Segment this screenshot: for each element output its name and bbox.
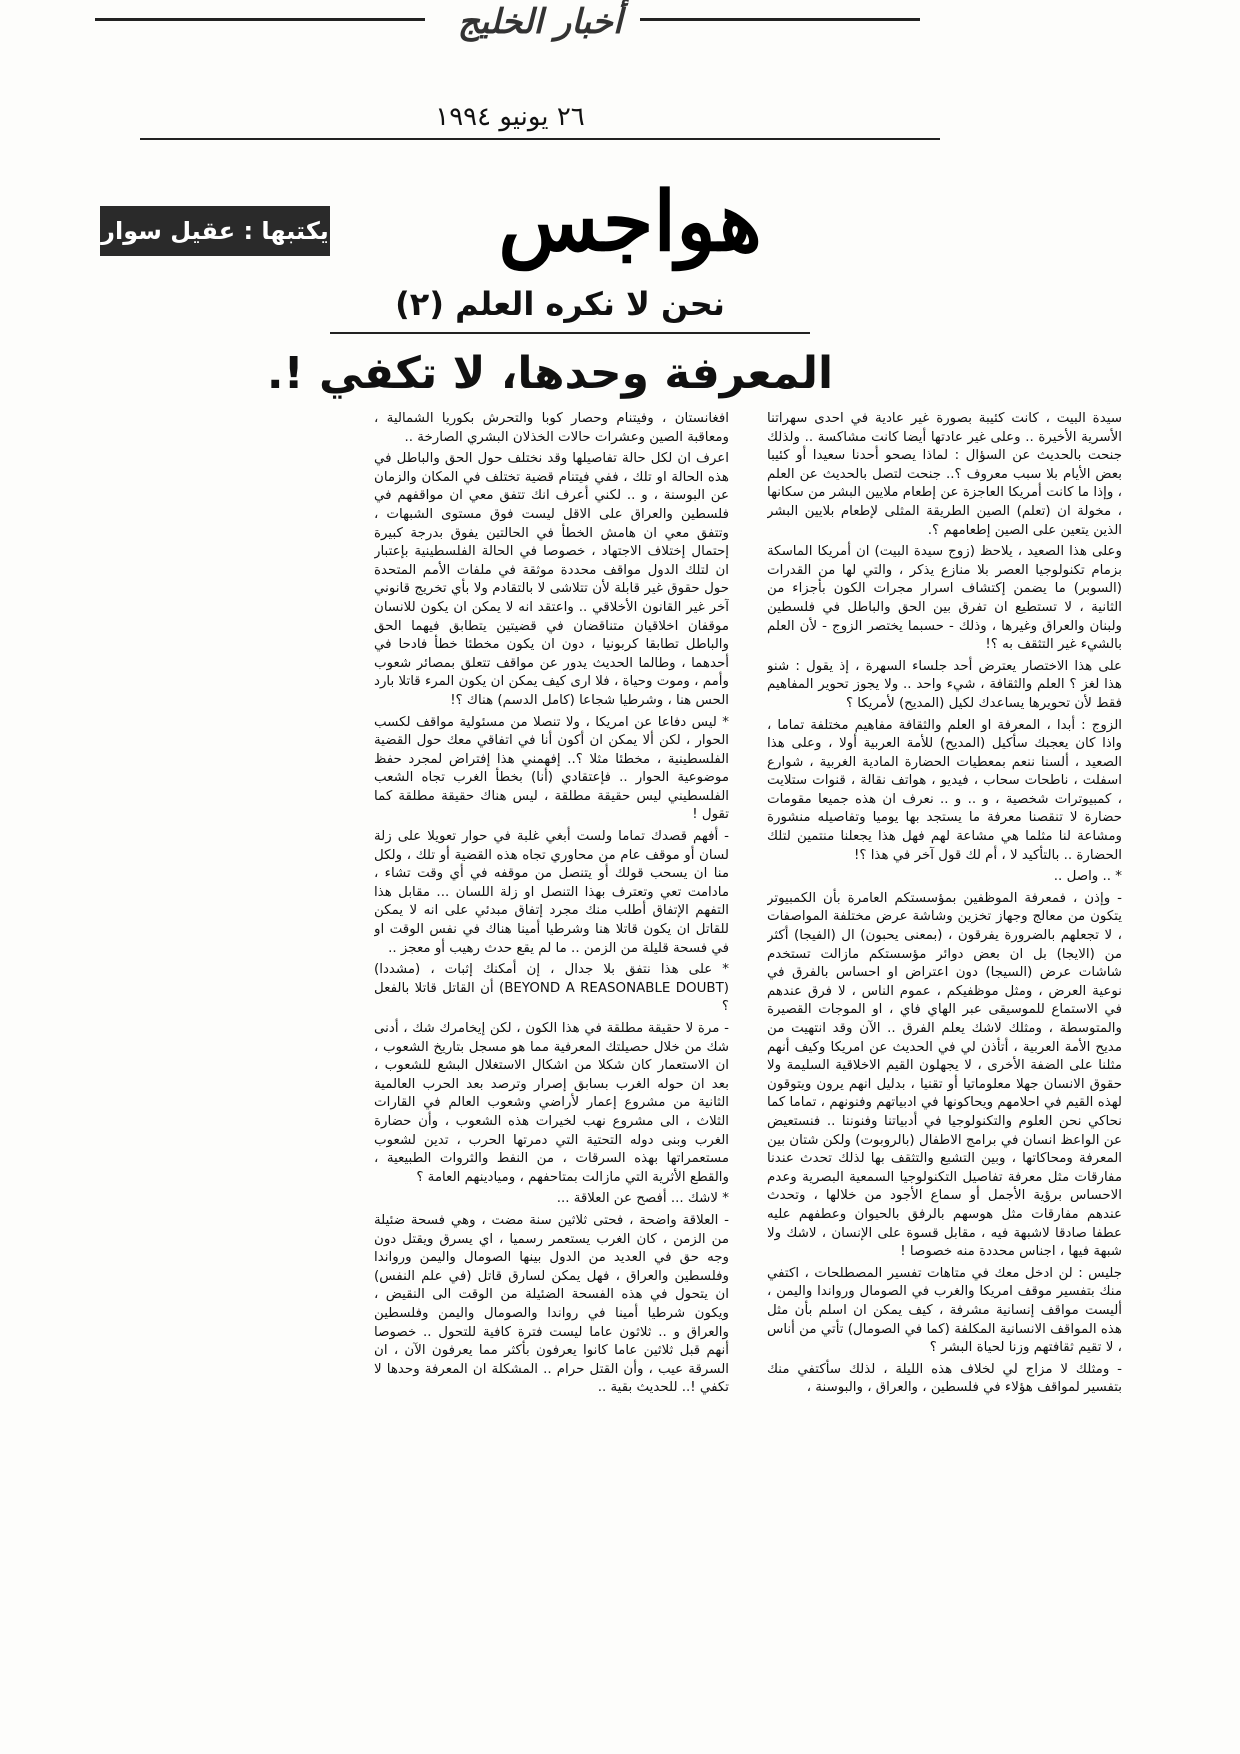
article-subtitle: نحن لا نكره العلم (٢) [395,285,725,323]
article-column-left [374,410,729,1730]
masthead-name: أخبار الخليج [457,2,623,42]
paragraph: - ومثلك لا مزاج لي لخلاف هذه الليلة ، لذلك سأكتفي منك بتفسير لمواقف هؤلاء في فلسطين ، والعراق ، والبوسنة ، [767,1361,1122,1396]
byline-badge: يكتبها : عقيل سوار [100,206,330,256]
paragraph: * لاشك ... أفصح عن العلاقة ... [556,1191,729,1207]
paragraph: جليس : لن ادخل معك في متاهات تفسير المصطلحات ، اكتفي منك بتفسير موقف امريكا والغرب في الصومال ورواندا واليمن ، أليست مواقف إنسانية مشرفة ، كيف يمكن ان اسلم بأن مثل هذه المواقف الانسانية المكلفة (كما في الصومال) تأتي من أناس ، لا تقيم ثقافتهم وزنا لحياة البشر ؟ [767,1265,1122,1356]
column-title: هواجس [498,174,762,270]
paragraph: * .. واصل .. [1053,869,1122,885]
paragraph: الزوج : أبدا ، المعرفة او العلم والثقافة مفاهيم مختلفة تماما ، واذا كان يعجبك سأكيل (المديح) للأمة العربية أولا ، وعلى هذا الصعيد ، ألسنا ننعم بمعطيات الحضارة المادية الغربية ، شوارع اسفلت ، ناطحات سحاب ، فيديو ، هواتف نقالة ، قنوات ستلايت ، كمبيوترات شخصية ، و .. و .. نعرف ان هذه جميعا مقومات حضارة لا تنقصنا معرفة ما يستجد بها يوميا وتفاصيله منشورة ومشاعة لنا مثلما هي مشاعة لهم فهل هذا يجعلنا منتمين لتلك الحضارة .. بالتأكيد لا ، أم لك قول آخر في هذا ؟! [767,717,1122,863]
masthead [0,0,1240,40]
paragraph: وعلى هذا الصعيد ، يلاحظ (زوج سيدة البيت) ان أمريكا الماسكة بزمام تكنولوجيا العصر بلا منازع يذكر ، والتي لها من القدرات (السوبر) ما يضمن إكتشاف اسرار مجرات الكون بأجزاء من الثانية ، لا تستطيع ان تفرق بين الحق والباطل في فلسطين ولبنان والعراق وغيرها ، وذلك - حسبما يختصر الزوج - لأن العلم بالشيء غير التثقف به ؟! [767,544,1122,653]
article-column-right [767,410,1122,1730]
publication-date: ٢٦ يونيو ١٩٩٤ [435,102,585,132]
paragraph: * على هذا نتفق بلا جدال ، إن أمكنك إثبات ، (مشددا) (BEYOND A REASONABLE DOUBT) أن القاتل قاتلا بالفعل ؟ [374,962,729,1015]
masthead-rule-right [640,18,920,21]
paragraph: على هذا الاختصار يعترض أحد جلساء السهرة ، إذ يقول : شنو هذا لغز ؟ العلم والثقافة ، شيء واحد .. ولا يجوز تحوير المفاهيم فقط لأن تحويرها يساعدك لكيل (المديح) لأمريكا ؟ [767,658,1122,711]
paragraph: * ليس دفاعا عن امريكا ، ولا تنصلا من مسئولية مواقف لكسب الحوار ، لكن ألا يمكن ان أكون أنا في اتفاقي معك حول القضية الفلسطينية ، مخطئا مثلا ؟.. إفهمني هذا إفتراض لمجرد حفظ موضوعية الحوار .. فإعتقادي (أنا) بخطأ الغرب تجاه الشعب الفلسطيني ليس حقيقة مطلقة ، ليس هناك حقيقة مطلقة كما تقول ! [374,714,729,823]
paragraph: - العلاقة واضحة ، فحتى ثلاثين سنة مضت ، وهي فسحة ضئيلة من الزمن ، كان الغرب يستعمر رسميا ، اي يسرق ويقتل دون وجه حق في العديد من الدول بينها الصومال واليمن ورواندا وفلسطين والعراق ، فهل يمكن لسارق قاتل (في علم النفس) ان يتحول في هذه الفسحة الضئيلة من الوقت الى النقيض ، ويكون شرطيا أمينا في رواندا والصومال واليمن وفلسطين والعراق و .. ثلاثون عاما ليست فترة كافية للتحول .. خصوصا أنهم قبل ثلاثين عاما كانوا يعرفون بأكثر مما يعرفون الآن ، ان السرقة عيب ، وأن القتل حرام .. المشكلة ان المعرفة وحدها لا تكفي !.. للحديث بقية .. [374,1212,729,1396]
subtitle-rule [330,332,810,334]
masthead-rule-left [95,18,425,21]
paragraph: - أفهم قصدك تماما ولست أبغي غلبة في حوار تعويلا على زلة لسان أو موقف عام من محاوري تجاه هذه القضية أو تلك ، ولكل منا ان يسحب قولك أو يتنصل من موقفه في أي وقت تشاء ، مادامت تعي وتعترف بهذا التنصل او زلة اللسان ... مقابل هذا التفهم الإتفاق أطلب منك مجرد إتفاق مبدئي على انه لا يمكن للقاتل ان يكون قاتلا هنا وشرطيا أمينا هناك في نفس الوقت او في فسحة قليلة من الزمن .. ما لم يقع حدث رهيب أو معجز .. [374,829,729,956]
date-underline [140,138,940,140]
paragraph: - مرة لا حقيقة مطلقة في هذا الكون ، لكن إيخامرك شك ، أدنى شك من خلال حصيلتك المعرفية مما هو مسجل بتاريخ الشعوب ، ان الاستعمار كان شكلا من اشكال الاستغلال البشع للشعوب ، بعد ان حوله الغرب بسابق إصرار وترصد بعد الحرب العالمية الثانية من مشروع إعمار لأراضي وشعوب العالم في القارات الثلاث ، الى مشروع نهب لخيرات هذه الشعوب ، وأن حضارة الغرب وبنى دوله التحتية التي دمرتها الحرب ، تدين لشعوب مستعمراتها بهذه السرقات ، من النفط والثروات الطبيعية ، والقطع الأثرية التي مازالت بمتاحفهم ، وميادينهم العامة ؟ [374,1021,729,1185]
paragraph: - وإذن ، فمعرفة الموظفين بمؤسستكم العامرة بأن الكمبيوتر يتكون من معالج وجهاز تخزين وشاشة عرض مختلفة المواصفات ، لا تجعلهم بالضرورة يفرقون ، (بمعنى يحبون) ال (الفيجا) أكثر من (الايجا) بل ان بعض دوائر مؤسستكم مازالت تستخدم شاشات عرض (السيجا) دون اعتراض او احساس بالفرق في نوعية العرض ، ومثل موظفيكم ، عموم الناس ، لا فرق عندهم في الاستماع للموسيقى عبر الهاي فاي ، او الموجات القصيرة والمتوسطة ، ومثلك لاشك يعلم الفرق .. الآن وقد انتهيت من مديح الأمة العربية ، أتأذن لي في الحديث عن امريكا وكيف أنهم مثلنا على الضفة الأخرى ، لا يجهلون القيم الاخلاقية السليمة ولا حقوق الانسان جهلا معلوماتيا أو تقنيا ، بدليل انهم يرون ويتوقون لهذه القيم في احلامهم ويحاكونها في ادبياتهم وفنونهم ، تماما كما نحاكي نحن العلوم والتكنولوجيا في أدبياتنا وفنوننا .. فنستعيض عن الواعظ انسان في برامج الاطفال (بالروبوت) ولكن شتان بين المعرفة ومحاكاتها ، وبين التشبع والتثقف بها لذلك تحدث عندنا مفارقات مثل معرفة تفاصيل التكنولوجيا السمعية البصرية وعدم الاحساس برؤية الأجمل أو سماع الأجود من خلالها ، وتحدث عندهم مفارقات مثل هوسهم بالرفق بالحيوان وعطفهم عليه عطفا صادقا لاشبهة فيه ، مقابل قسوة على الإنسان ، لاشك ولا شبهة فيها ، اجناس محددة منه خصوصا ! [767,890,1122,1260]
paragraph: اعرف ان لكل حالة تفاصيلها وقد نختلف حول الحق والباطل في هذه الحالة او تلك ، ففي فيتنام قضية تختلف في المكان والزمان عن البوسنة ، و .. لكني أعرف انك تتفق معي ان مواقفهم في فلسطين والعراق على الاقل ليست فوق مستوى الشبهات ، وتتفق معي ان هامش الخطأ في الحالتين يفوق بدرجة كبيرة إحتمال إختلاف الاجتهاد ، خصوصا في الحالة الفلسطينية بإعتبار ان لتلك الدول مواقف محددة موثقة في ملفات الأمم المتحدة حول حقوق غير قابلة لأن تتلاشى لا بالتقادم ولا بأي تخريج قانوني آخر غير القانون الأخلاقي .. واعتقد انه لا يمكن ان يكون للانسان موقفان اخلاقيان متناقضان في قضيتين يتطابق فيهما الحق والباطل تطابقا كربونيا ، دون ان يكون مخطئا خطأ فادحا في أحدهما ، وطالما الحديث يدور عن مواقف تتعلق بمصائر شعوب وأمم ، وموت وحياة ، فلا ارى كيف يمكن ان يكون المرء قاتلا بارد الحس هنا ، وشرطيا شجاعا (كامل الدسم) هناك ؟! [374,451,729,708]
paragraph: افغانستان ، وفيتنام وحصار كوبا والتحرش بكوريا الشمالية ، ومعاقبة الصين وعشرات حالات الخذلان البشري الصارخة .. [374,411,729,445]
article-headline: المعرفة وحدها، لا تكفي !. [266,348,834,399]
paragraph: سيدة البيت ، كانت كئيبة بصورة غير عادية في احدى سهراتنا الأسرية الأخيرة .. وعلى غير عادتها أيضا كانت مشاكسة .. ولذلك جنحت بالحديث عن السؤال : لماذا يصحو أحدنا سعيدا أو كئيبا بعض الأيام بلا سبب معروف ؟.. جنحت لتصل بالحديث عن العلم ، وإذا ما كانت أمريكا العاجزة عن إطعام ملايين البشر من سكانها ، مخولة ان (تعلم) الصين الطريقة المثلى لإطعام بلايين البشر الذين يتعين على الصين إطعامهم ؟. [767,411,1122,538]
